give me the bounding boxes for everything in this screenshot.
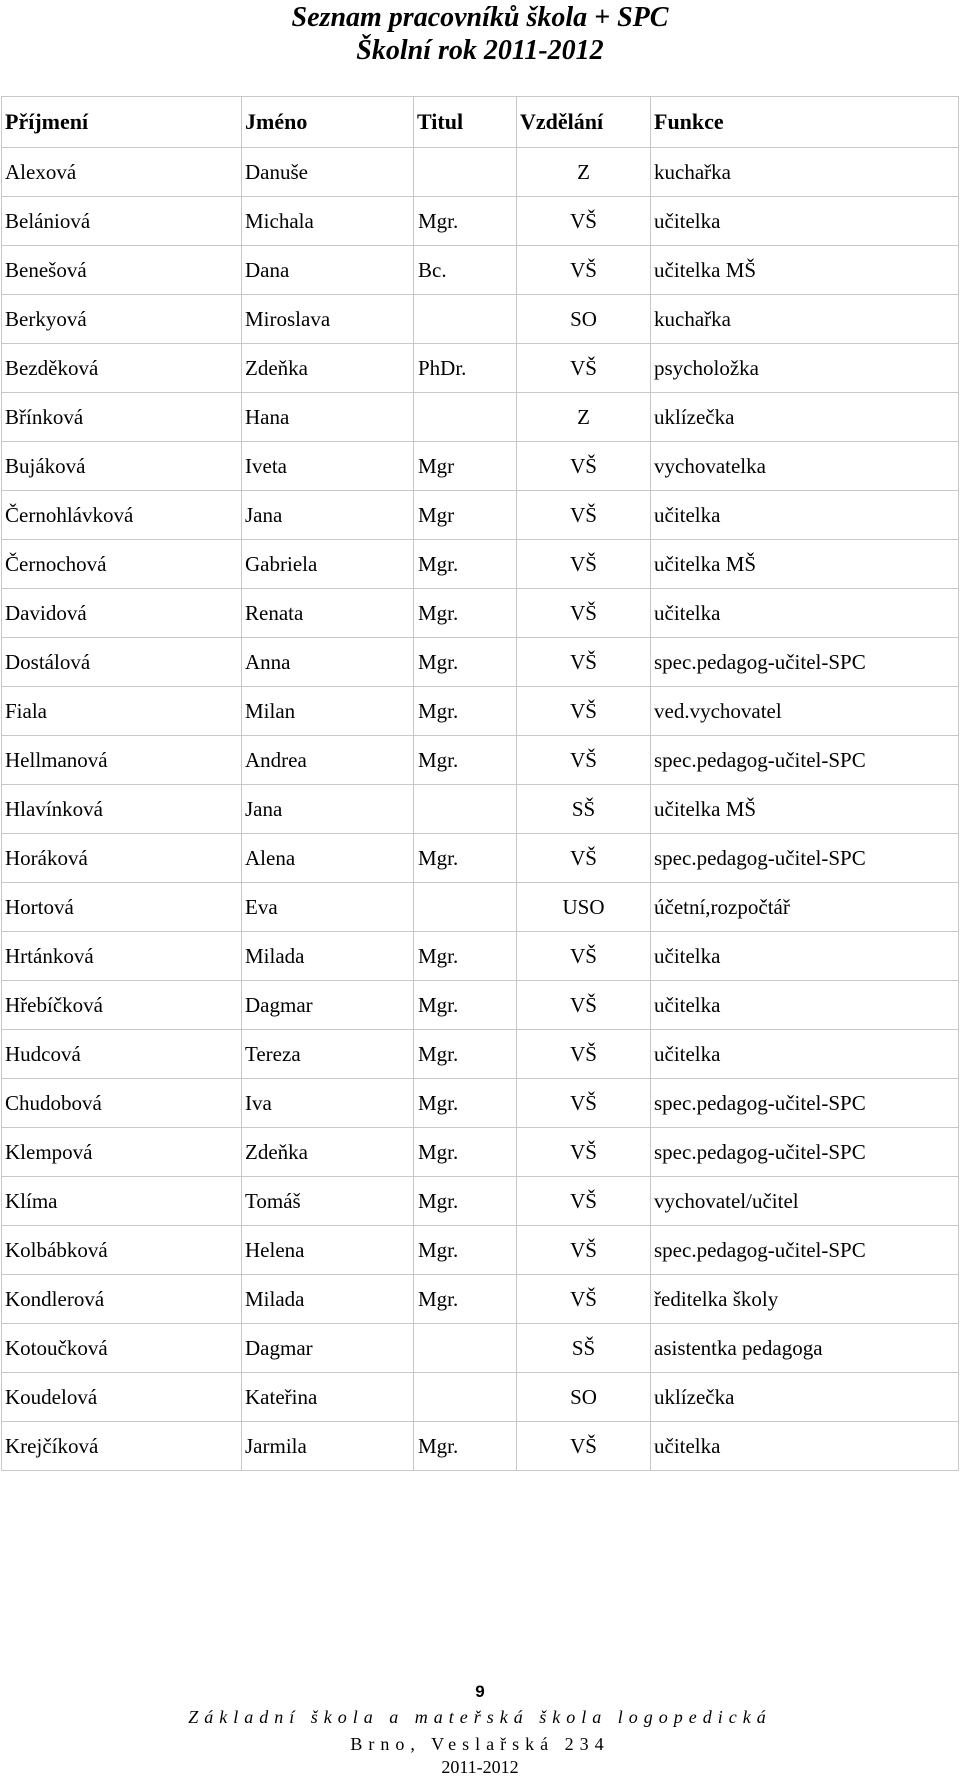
- cell-first-name: Jana: [242, 491, 414, 540]
- table-row: [2, 1324, 959, 1373]
- cell-first-name: Gabriela: [242, 540, 414, 589]
- cell-degree: Mgr.: [414, 981, 517, 1030]
- cell-position: učitelka: [651, 981, 959, 1030]
- header-education: Vzdělání: [517, 97, 651, 148]
- cell-first-name: Jarmila: [242, 1422, 414, 1471]
- cell-degree: Mgr.: [414, 1177, 517, 1226]
- cell-position: vychovatelka: [651, 442, 959, 491]
- cell-education: Z: [517, 148, 651, 197]
- cell-first-name: Milan: [242, 687, 414, 736]
- table-row: [2, 442, 959, 491]
- staff-table-header: [2, 97, 959, 148]
- cell-education: VŠ: [517, 736, 651, 785]
- cell-position: spec.pedagog-učitel-SPC: [651, 638, 959, 687]
- cell-education: VŠ: [517, 491, 651, 540]
- table-row: [2, 1030, 959, 1079]
- header-first-name: Jméno: [242, 97, 414, 148]
- table-row: [2, 148, 959, 197]
- cell-first-name: Iva: [242, 1079, 414, 1128]
- cell-first-name: Helena: [242, 1226, 414, 1275]
- cell-education: VŠ: [517, 981, 651, 1030]
- cell-position: kuchařka: [651, 295, 959, 344]
- table-row: [2, 687, 959, 736]
- cell-degree: Mgr.: [414, 736, 517, 785]
- table-row: [2, 736, 959, 785]
- cell-first-name: Tereza: [242, 1030, 414, 1079]
- cell-position: učitelka: [651, 197, 959, 246]
- cell-first-name: Anna: [242, 638, 414, 687]
- cell-position: spec.pedagog-učitel-SPC: [651, 1079, 959, 1128]
- table-row: [2, 1226, 959, 1275]
- cell-surname: Krejčíková: [2, 1422, 242, 1471]
- cell-position: účetní,rozpočtář: [651, 883, 959, 932]
- cell-degree: [414, 148, 517, 197]
- cell-education: SO: [517, 295, 651, 344]
- cell-first-name: Tomáš: [242, 1177, 414, 1226]
- footer-address: Brno, Veslařská 234: [350, 1734, 610, 1754]
- cell-degree: Mgr.: [414, 1226, 517, 1275]
- cell-degree: Mgr.: [414, 540, 517, 589]
- cell-degree: Mgr: [414, 442, 517, 491]
- cell-surname: Černohlávková: [2, 491, 242, 540]
- cell-surname: Berkyová: [2, 295, 242, 344]
- cell-position: učitelka: [651, 932, 959, 981]
- cell-surname: Kotoučková: [2, 1324, 242, 1373]
- cell-education: VŠ: [517, 1226, 651, 1275]
- cell-position: učitelka: [651, 1030, 959, 1079]
- cell-education: VŠ: [517, 1275, 651, 1324]
- cell-position: učitelka MŠ: [651, 540, 959, 589]
- cell-degree: Mgr.: [414, 1275, 517, 1324]
- cell-first-name: Miroslava: [242, 295, 414, 344]
- footer-year: 2011-2012: [441, 1757, 519, 1777]
- cell-education: SŠ: [517, 785, 651, 834]
- table-row: [2, 1079, 959, 1128]
- cell-degree: PhDr.: [414, 344, 517, 393]
- table-row: [2, 295, 959, 344]
- cell-first-name: Renata: [242, 589, 414, 638]
- cell-surname: Kolbábková: [2, 1226, 242, 1275]
- cell-surname: Benešová: [2, 246, 242, 295]
- cell-first-name: Dana: [242, 246, 414, 295]
- cell-position: ředitelka školy: [651, 1275, 959, 1324]
- table-row: [2, 1373, 959, 1422]
- cell-degree: Mgr.: [414, 834, 517, 883]
- table-row: [2, 1177, 959, 1226]
- cell-position: uklízečka: [651, 1373, 959, 1422]
- cell-first-name: Milada: [242, 1275, 414, 1324]
- cell-first-name: Jana: [242, 785, 414, 834]
- cell-position: učitelka: [651, 589, 959, 638]
- cell-first-name: Hana: [242, 393, 414, 442]
- cell-surname: Dostálová: [2, 638, 242, 687]
- staff-table: [1, 96, 959, 1471]
- cell-education: VŠ: [517, 932, 651, 981]
- cell-degree: [414, 295, 517, 344]
- cell-education: VŠ: [517, 1030, 651, 1079]
- cell-education: VŠ: [517, 1128, 651, 1177]
- cell-surname: Koudelová: [2, 1373, 242, 1422]
- cell-education: VŠ: [517, 540, 651, 589]
- cell-education: VŠ: [517, 344, 651, 393]
- table-row: [2, 883, 959, 932]
- cell-position: asistentka pedagoga: [651, 1324, 959, 1373]
- cell-surname: Alexová: [2, 148, 242, 197]
- cell-first-name: Michala: [242, 197, 414, 246]
- table-row: [2, 491, 959, 540]
- cell-education: SŠ: [517, 1324, 651, 1373]
- cell-education: USO: [517, 883, 651, 932]
- cell-first-name: Danuše: [242, 148, 414, 197]
- cell-position: spec.pedagog-učitel-SPC: [651, 1226, 959, 1275]
- header-degree: Titul: [414, 97, 517, 148]
- cell-degree: [414, 785, 517, 834]
- table-row: [2, 246, 959, 295]
- staff-table-body: [2, 148, 959, 1471]
- cell-position: učitelka MŠ: [651, 785, 959, 834]
- header-surname: Příjmení: [2, 97, 242, 148]
- table-row: [2, 638, 959, 687]
- cell-education: VŠ: [517, 687, 651, 736]
- table-row: [2, 344, 959, 393]
- cell-first-name: Zdeňka: [242, 1128, 414, 1177]
- table-row: [2, 932, 959, 981]
- table-row: [2, 1128, 959, 1177]
- cell-surname: Bezděková: [2, 344, 242, 393]
- cell-education: VŠ: [517, 834, 651, 883]
- cell-first-name: Alena: [242, 834, 414, 883]
- cell-degree: Bc.: [414, 246, 517, 295]
- cell-position: ved.vychovatel: [651, 687, 959, 736]
- cell-education: VŠ: [517, 589, 651, 638]
- cell-surname: Fiala: [2, 687, 242, 736]
- cell-degree: Mgr.: [414, 1079, 517, 1128]
- table-row: [2, 1422, 959, 1471]
- table-row: [2, 785, 959, 834]
- document-title: Seznam pracovníků škola + SPC: [291, 2, 669, 33]
- cell-surname: Hellmanová: [2, 736, 242, 785]
- cell-position: spec.pedagog-učitel-SPC: [651, 834, 959, 883]
- cell-surname: Bujáková: [2, 442, 242, 491]
- cell-education: VŠ: [517, 1177, 651, 1226]
- cell-surname: Hlavínková: [2, 785, 242, 834]
- table-row: [2, 834, 959, 883]
- cell-first-name: Eva: [242, 883, 414, 932]
- cell-surname: Hudcová: [2, 1030, 242, 1079]
- cell-surname: Břínková: [2, 393, 242, 442]
- page-number: 9: [475, 1682, 485, 1701]
- cell-position: spec.pedagog-učitel-SPC: [651, 736, 959, 785]
- cell-surname: Černochová: [2, 540, 242, 589]
- cell-education: VŠ: [517, 246, 651, 295]
- cell-education: VŠ: [517, 442, 651, 491]
- cell-surname: Davidová: [2, 589, 242, 638]
- cell-degree: [414, 393, 517, 442]
- cell-position: učitelka: [651, 1422, 959, 1471]
- cell-degree: Mgr.: [414, 638, 517, 687]
- cell-surname: Klempová: [2, 1128, 242, 1177]
- cell-degree: [414, 883, 517, 932]
- cell-first-name: Zdeňka: [242, 344, 414, 393]
- cell-education: VŠ: [517, 1079, 651, 1128]
- cell-surname: Belániová: [2, 197, 242, 246]
- cell-degree: Mgr.: [414, 1128, 517, 1177]
- cell-surname: Hřebíčková: [2, 981, 242, 1030]
- table-row: [2, 1275, 959, 1324]
- document-subtitle: Školní rok 2011-2012: [356, 35, 604, 66]
- cell-first-name: Dagmar: [242, 1324, 414, 1373]
- table-row: [2, 981, 959, 1030]
- cell-position: uklízečka: [651, 393, 959, 442]
- cell-first-name: Iveta: [242, 442, 414, 491]
- cell-education: SO: [517, 1373, 651, 1422]
- cell-degree: [414, 1324, 517, 1373]
- header-position: Funkce: [651, 97, 959, 148]
- cell-surname: Hrtánková: [2, 932, 242, 981]
- cell-first-name: Andrea: [242, 736, 414, 785]
- cell-position: kuchařka: [651, 148, 959, 197]
- cell-position: spec.pedagog-učitel-SPC: [651, 1128, 959, 1177]
- header-row: [2, 97, 959, 148]
- cell-education: VŠ: [517, 197, 651, 246]
- table-row: [2, 589, 959, 638]
- cell-first-name: Dagmar: [242, 981, 414, 1030]
- cell-surname: Kondlerová: [2, 1275, 242, 1324]
- cell-degree: Mgr.: [414, 1422, 517, 1471]
- cell-surname: Chudobová: [2, 1079, 242, 1128]
- cell-education: VŠ: [517, 638, 651, 687]
- cell-education: Z: [517, 393, 651, 442]
- table-row: [2, 540, 959, 589]
- cell-position: učitelka: [651, 491, 959, 540]
- cell-position: učitelka MŠ: [651, 246, 959, 295]
- cell-position: psycholožka: [651, 344, 959, 393]
- cell-degree: Mgr.: [414, 932, 517, 981]
- footer-school-name: Základní škola a mateřská škola logopedická: [188, 1707, 772, 1727]
- cell-degree: Mgr.: [414, 589, 517, 638]
- cell-first-name: Milada: [242, 932, 414, 981]
- cell-surname: Hortová: [2, 883, 242, 932]
- cell-degree: Mgr.: [414, 197, 517, 246]
- table-row: [2, 393, 959, 442]
- cell-first-name: Kateřina: [242, 1373, 414, 1422]
- cell-position: vychovatel/učitel: [651, 1177, 959, 1226]
- cell-degree: [414, 1373, 517, 1422]
- cell-surname: Horáková: [2, 834, 242, 883]
- cell-degree: Mgr: [414, 491, 517, 540]
- cell-degree: Mgr.: [414, 1030, 517, 1079]
- cell-education: VŠ: [517, 1422, 651, 1471]
- cell-surname: Klíma: [2, 1177, 242, 1226]
- table-row: [2, 197, 959, 246]
- cell-degree: Mgr.: [414, 687, 517, 736]
